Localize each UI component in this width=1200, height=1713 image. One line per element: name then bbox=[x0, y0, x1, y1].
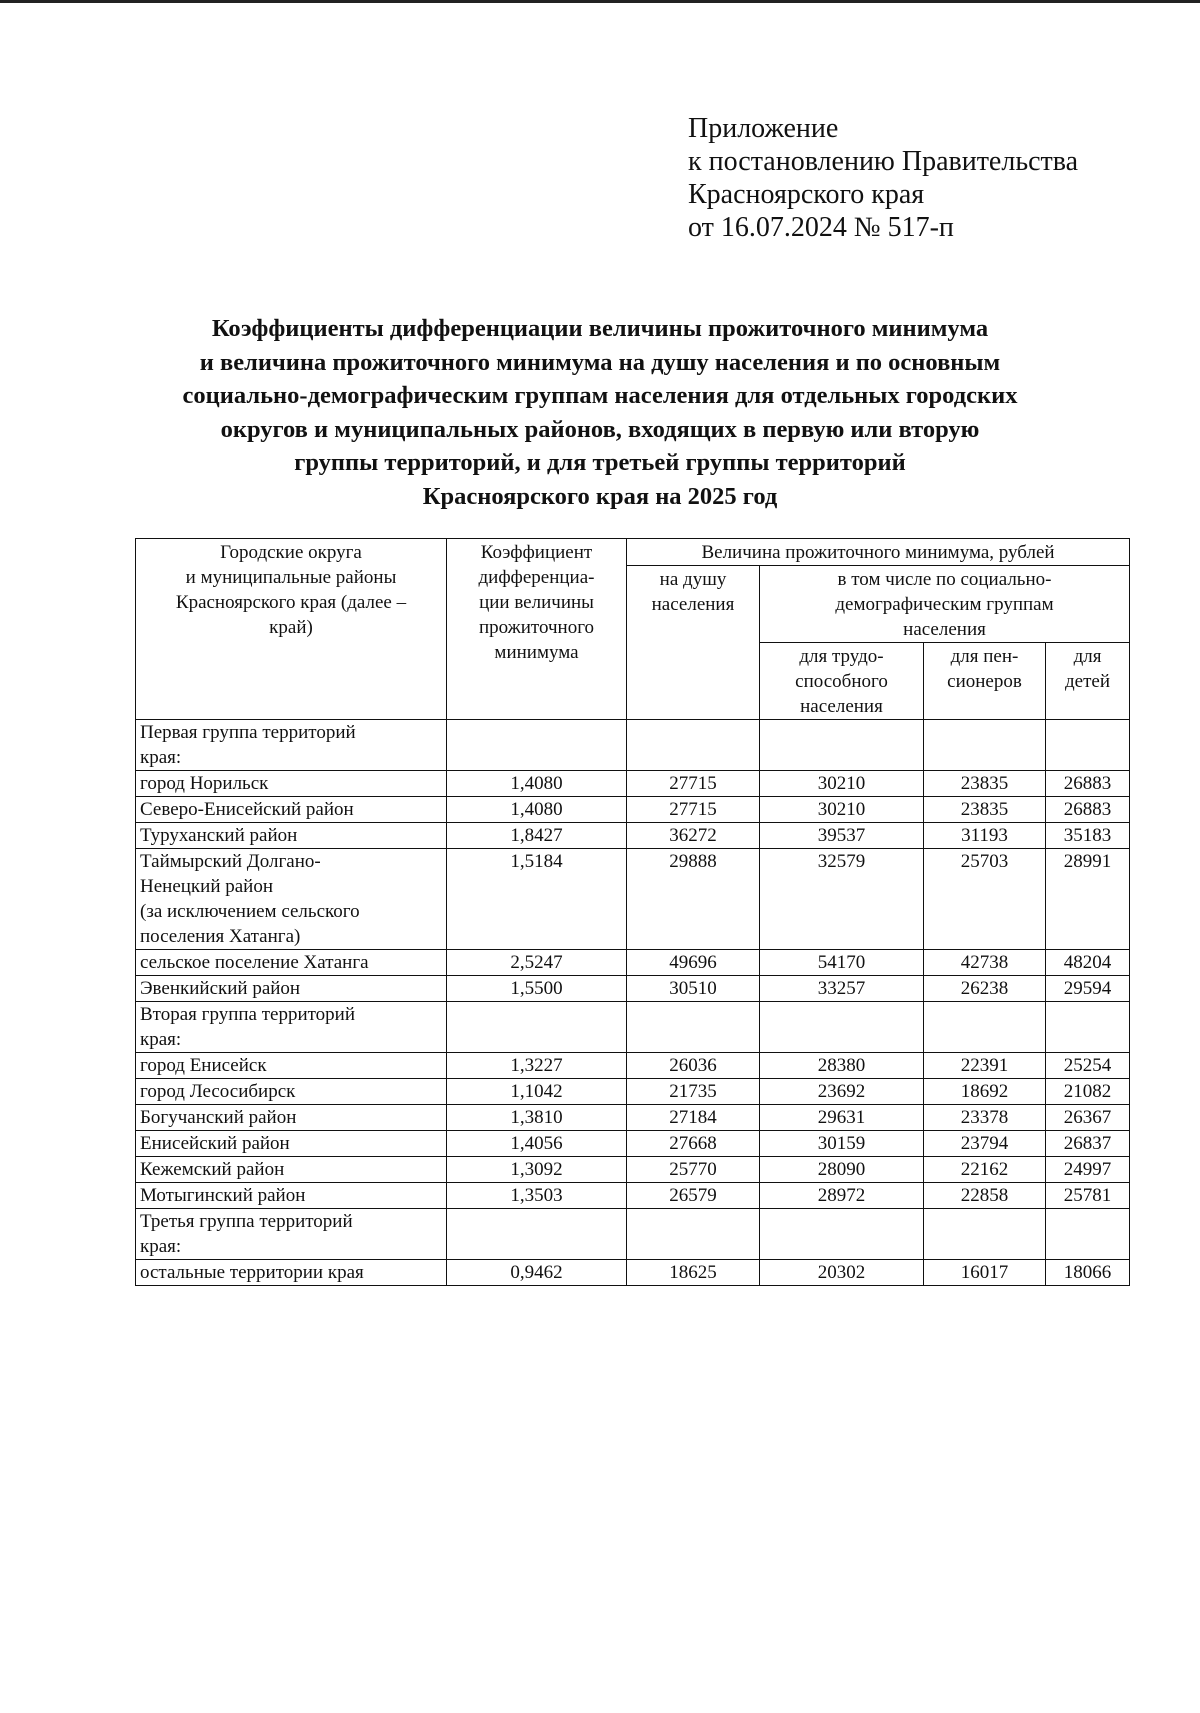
pensioners-cell: 23835 bbox=[924, 771, 1046, 797]
per-capita-cell: 25770 bbox=[627, 1157, 760, 1183]
per-capita-cell: 26036 bbox=[627, 1053, 760, 1079]
table-body bbox=[136, 720, 1130, 1286]
pensioners-cell: 23794 bbox=[924, 1131, 1046, 1157]
working-age-cell: 28380 bbox=[760, 1053, 924, 1079]
group-label bbox=[136, 720, 447, 771]
group-label-line: края: bbox=[140, 1029, 182, 1050]
coefficient-cell: 1,3227 bbox=[447, 1053, 627, 1079]
empty-cell bbox=[1046, 1002, 1130, 1053]
territory-name bbox=[136, 771, 447, 797]
empty-cell bbox=[760, 1209, 924, 1260]
territory-name-line: Эвенкийский район bbox=[140, 978, 301, 999]
empty-cell bbox=[447, 1209, 627, 1260]
page-top-edge bbox=[0, 0, 1200, 3]
working-age-cell: 54170 bbox=[760, 950, 924, 976]
territory-name-line: сельское поселение Хатанга bbox=[140, 952, 369, 973]
territory-name-line: город Лесосибирск bbox=[140, 1081, 296, 1102]
territory-name bbox=[136, 1053, 447, 1079]
subsistence-minimum-table bbox=[135, 538, 1130, 1286]
territory-name-line: Мотыгинский район bbox=[140, 1185, 306, 1206]
group-header-row bbox=[136, 1002, 1130, 1053]
table-row bbox=[136, 1131, 1130, 1157]
per-capita-cell: 27668 bbox=[627, 1131, 760, 1157]
header-pensioners: для пен- сионеров bbox=[924, 643, 1046, 720]
territory-name-line: Северо-Енисейский район bbox=[140, 799, 354, 820]
working-age-cell: 29631 bbox=[760, 1105, 924, 1131]
territory-name-line: поселения Хатанга) bbox=[140, 926, 301, 947]
table-row bbox=[136, 950, 1130, 976]
territory-name bbox=[136, 1183, 447, 1209]
group-header-row bbox=[136, 1209, 1130, 1260]
working-age-cell: 20302 bbox=[760, 1260, 924, 1286]
territory-name bbox=[136, 849, 447, 950]
empty-cell bbox=[924, 720, 1046, 771]
header-working-age: для трудо- способного населения bbox=[760, 643, 924, 720]
pensioners-cell: 23835 bbox=[924, 797, 1046, 823]
territory-name-line: Ненецкий район bbox=[140, 876, 274, 897]
territory-name-line: Богучанский район bbox=[140, 1107, 297, 1128]
working-age-cell: 32579 bbox=[760, 849, 924, 950]
children-cell: 35183 bbox=[1046, 823, 1130, 849]
pensioners-cell: 31193 bbox=[924, 823, 1046, 849]
table-row bbox=[136, 1183, 1130, 1209]
coefficient-cell: 1,5184 bbox=[447, 849, 627, 950]
territory-name bbox=[136, 1131, 447, 1157]
empty-cell bbox=[924, 1002, 1046, 1053]
table-row bbox=[136, 1079, 1130, 1105]
territory-name-line: город Енисейск bbox=[140, 1055, 267, 1076]
children-cell: 21082 bbox=[1046, 1079, 1130, 1105]
per-capita-cell: 36272 bbox=[627, 823, 760, 849]
table-header bbox=[136, 539, 1130, 720]
group-label-line: Первая группа территорий bbox=[140, 722, 356, 743]
coefficient-cell: 1,4080 bbox=[447, 771, 627, 797]
coefficient-cell: 1,3810 bbox=[447, 1105, 627, 1131]
per-capita-cell: 49696 bbox=[627, 950, 760, 976]
territory-name bbox=[136, 950, 447, 976]
territory-name bbox=[136, 1260, 447, 1286]
title-line: Красноярского края на 2025 год bbox=[422, 482, 778, 510]
pensioners-cell: 16017 bbox=[924, 1260, 1046, 1286]
coefficient-cell: 1,8427 bbox=[447, 823, 627, 849]
per-capita-cell: 18625 bbox=[627, 1260, 760, 1286]
working-age-cell: 28972 bbox=[760, 1183, 924, 1209]
per-capita-cell: 29888 bbox=[627, 849, 760, 950]
appendix-block bbox=[688, 112, 1078, 244]
pensioners-cell: 18692 bbox=[924, 1079, 1046, 1105]
header-minimum: Величина прожиточного минимума, рублей bbox=[627, 539, 1130, 566]
group-label-line: Третья группа территорий bbox=[140, 1211, 353, 1232]
header-territory: Городские округа и муниципальные районы Красноярского края (далее – край) bbox=[136, 539, 447, 720]
working-age-cell: 30210 bbox=[760, 771, 924, 797]
territory-name-line: Енисейский район bbox=[140, 1133, 290, 1154]
empty-cell bbox=[627, 1002, 760, 1053]
coefficient-cell: 1,3503 bbox=[447, 1183, 627, 1209]
coefficient-cell: 1,5500 bbox=[447, 976, 627, 1002]
appendix-line: Приложение bbox=[688, 113, 839, 144]
table-row bbox=[136, 771, 1130, 797]
pensioners-cell: 25703 bbox=[924, 849, 1046, 950]
header-children: для детей bbox=[1046, 643, 1130, 720]
title-line: Коэффициенты дифференциации величины прожиточного минимума bbox=[211, 315, 989, 342]
empty-cell bbox=[447, 720, 627, 771]
coefficient-cell: 1,4056 bbox=[447, 1131, 627, 1157]
empty-cell bbox=[924, 1209, 1046, 1260]
working-age-cell: 39537 bbox=[760, 823, 924, 849]
header-per-capita: на душу населения bbox=[627, 566, 760, 720]
children-cell: 26883 bbox=[1046, 771, 1130, 797]
table-row bbox=[136, 1053, 1130, 1079]
territory-name-line: Кежемский район bbox=[140, 1159, 285, 1180]
empty-cell bbox=[627, 720, 760, 771]
children-cell: 26837 bbox=[1046, 1131, 1130, 1157]
appendix-line: к постановлению Правительства bbox=[688, 146, 1079, 177]
document-title bbox=[120, 312, 1080, 513]
coefficient-cell: 2,5247 bbox=[447, 950, 627, 976]
coefficient-cell: 1,1042 bbox=[447, 1079, 627, 1105]
table-row bbox=[136, 1260, 1130, 1286]
group-label-line: края: bbox=[140, 1236, 182, 1257]
per-capita-cell: 21735 bbox=[627, 1079, 760, 1105]
per-capita-cell: 27715 bbox=[627, 797, 760, 823]
working-age-cell: 33257 bbox=[760, 976, 924, 1002]
territory-name-line: остальные территории края bbox=[140, 1262, 364, 1283]
working-age-cell: 30159 bbox=[760, 1131, 924, 1157]
title-line: округов и муниципальных районов, входящих в первую или вторую bbox=[220, 415, 980, 443]
working-age-cell: 23692 bbox=[760, 1079, 924, 1105]
title-line: социально-демографическим группам населения для отдельных городских bbox=[182, 382, 1018, 409]
empty-cell bbox=[760, 1002, 924, 1053]
empty-cell bbox=[627, 1209, 760, 1260]
table-row bbox=[136, 976, 1130, 1002]
territory-name bbox=[136, 823, 447, 849]
territory-name bbox=[136, 976, 447, 1002]
territory-name bbox=[136, 1105, 447, 1131]
territory-name bbox=[136, 1079, 447, 1105]
children-cell: 28991 bbox=[1046, 849, 1130, 950]
territory-name-line: (за исключением сельского bbox=[140, 901, 360, 922]
coefficient-cell: 1,3092 bbox=[447, 1157, 627, 1183]
table-row bbox=[136, 797, 1130, 823]
table-row bbox=[136, 1157, 1130, 1183]
group-label-line: края: bbox=[140, 747, 182, 768]
territory-name-line: Таймырский Долгано- bbox=[140, 851, 321, 872]
children-cell: 25781 bbox=[1046, 1183, 1130, 1209]
pensioners-cell: 22162 bbox=[924, 1157, 1046, 1183]
territory-name-line: город Норильск bbox=[140, 773, 269, 794]
pensioners-cell: 42738 bbox=[924, 950, 1046, 976]
children-cell: 29594 bbox=[1046, 976, 1130, 1002]
appendix-line: Красноярского края bbox=[688, 179, 925, 210]
header-including: в том числе по социально- демографическим группам населения bbox=[760, 566, 1130, 643]
working-age-cell: 30210 bbox=[760, 797, 924, 823]
title-line: группы территорий, и для третьей группы территорий bbox=[294, 449, 906, 476]
children-cell: 26367 bbox=[1046, 1105, 1130, 1131]
empty-cell bbox=[760, 720, 924, 771]
pensioners-cell: 22858 bbox=[924, 1183, 1046, 1209]
table-row bbox=[136, 823, 1130, 849]
territory-name-line: Туруханский район bbox=[140, 825, 298, 846]
pensioners-cell: 22391 bbox=[924, 1053, 1046, 1079]
group-label bbox=[136, 1209, 447, 1260]
empty-cell bbox=[447, 1002, 627, 1053]
per-capita-cell: 26579 bbox=[627, 1183, 760, 1209]
title-line: и величина прожиточного минимума на душу населения и по основным bbox=[199, 348, 1001, 376]
territory-name bbox=[136, 797, 447, 823]
children-cell: 26883 bbox=[1046, 797, 1130, 823]
working-age-cell: 28090 bbox=[760, 1157, 924, 1183]
appendix-line: от 16.07.2024 № 517-п bbox=[688, 212, 954, 243]
table-row bbox=[136, 1105, 1130, 1131]
group-label-line: Вторая группа территорий bbox=[140, 1004, 356, 1025]
empty-cell bbox=[1046, 1209, 1130, 1260]
children-cell: 18066 bbox=[1046, 1260, 1130, 1286]
coefficient-cell: 0,9462 bbox=[447, 1260, 627, 1286]
children-cell: 48204 bbox=[1046, 950, 1130, 976]
territory-name bbox=[136, 1157, 447, 1183]
per-capita-cell: 27715 bbox=[627, 771, 760, 797]
children-cell: 25254 bbox=[1046, 1053, 1130, 1079]
group-header-row bbox=[136, 720, 1130, 771]
pensioners-cell: 26238 bbox=[924, 976, 1046, 1002]
table-row bbox=[136, 849, 1130, 950]
header-coefficient: Коэффициент дифференциа- ции величины прожиточного минимума bbox=[447, 539, 627, 720]
per-capita-cell: 30510 bbox=[627, 976, 760, 1002]
group-label bbox=[136, 1002, 447, 1053]
pensioners-cell: 23378 bbox=[924, 1105, 1046, 1131]
per-capita-cell: 27184 bbox=[627, 1105, 760, 1131]
coefficient-cell: 1,4080 bbox=[447, 797, 627, 823]
children-cell: 24997 bbox=[1046, 1157, 1130, 1183]
empty-cell bbox=[1046, 720, 1130, 771]
